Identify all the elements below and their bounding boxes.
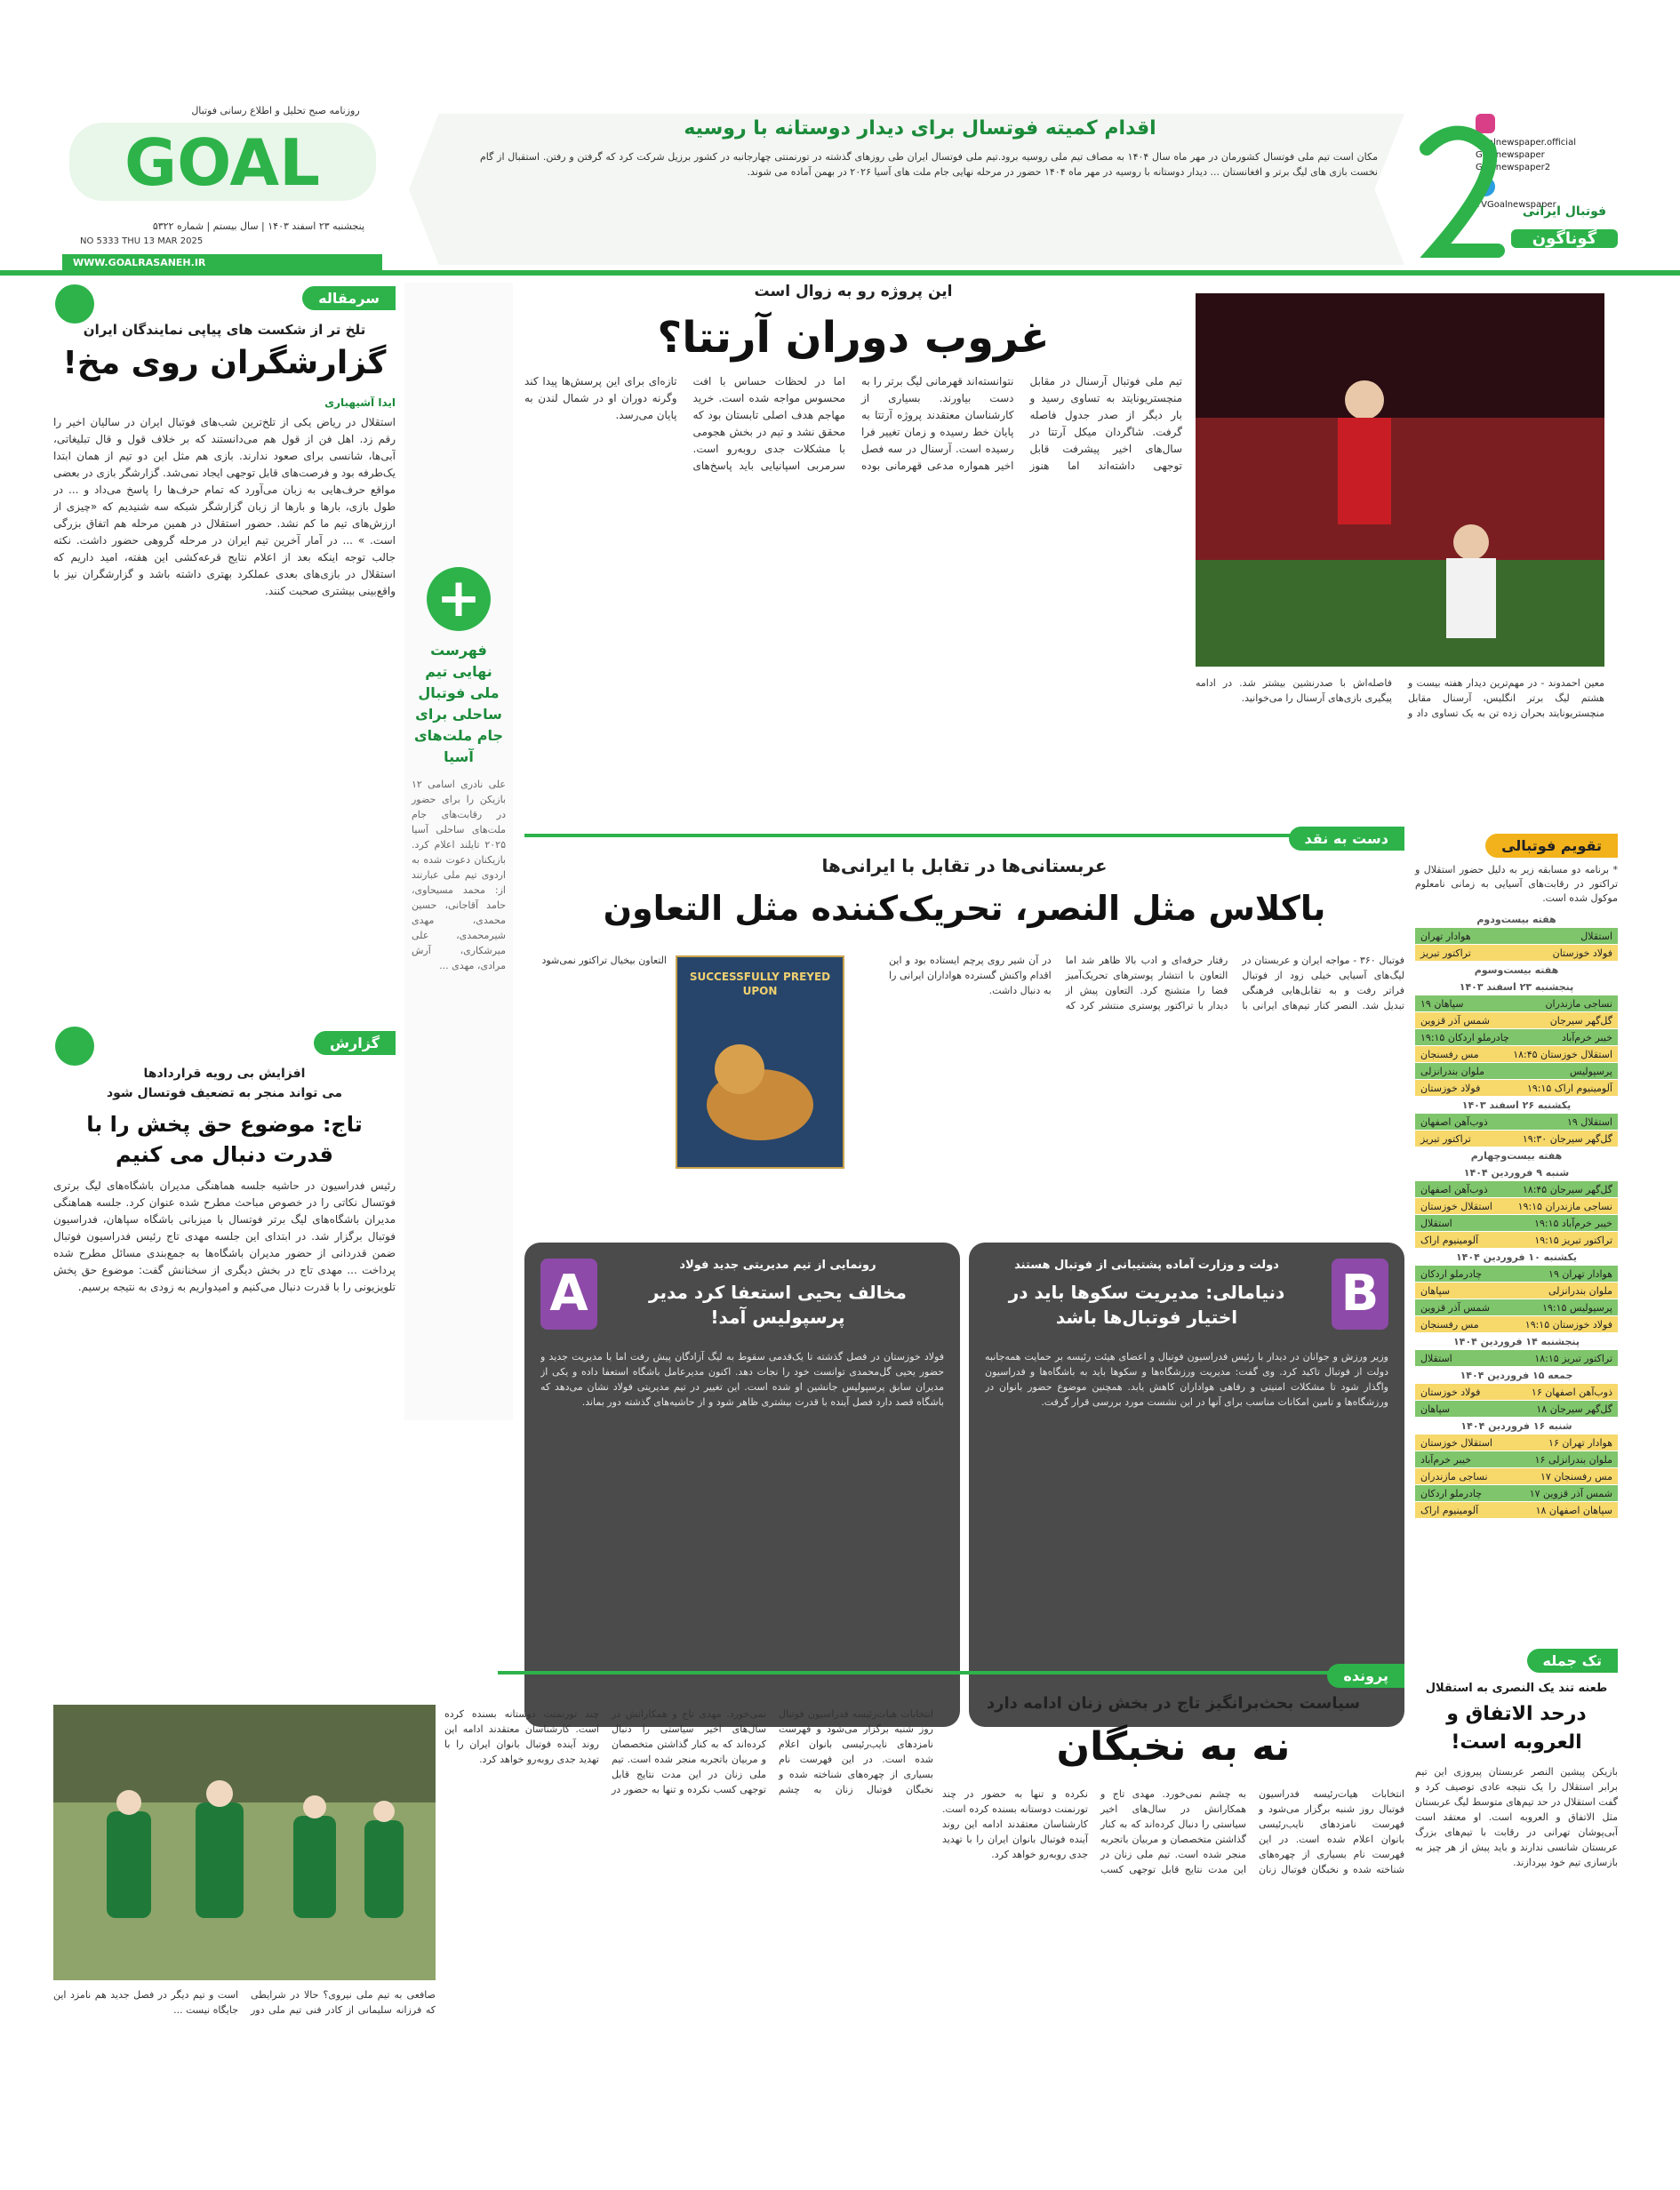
home-team: مس رفسنجان ۱۷	[1540, 1470, 1612, 1483]
plus-icon: +	[427, 567, 491, 631]
away-team: استقلال خوزستان	[1420, 1200, 1492, 1212]
calendar-day-header: یکشنبه ۲۶ اسفند ۱۴۰۳	[1415, 1097, 1618, 1114]
home-team: تراکتور تبریز ۱۹:۱۵	[1534, 1234, 1612, 1246]
masthead	[0, 0, 1680, 276]
editorial-author: ایدا آشیهباری	[324, 396, 396, 409]
social-handle[interactable]: Goalnewspaper2	[1476, 163, 1551, 172]
editorial-kicker: تلخ تر از شکست های پیاپی نمایندگان ایران	[83, 322, 366, 338]
home-team: سپاهان اصفهان ۱۸	[1535, 1504, 1612, 1516]
home-team: هوادار تهران ۱۶	[1548, 1436, 1612, 1449]
hero-body: تیم ملی فوتبال آرسنال در مقابل منچستریونایتد به تساوی رسید و بار دیگر از صدر جدول فاصله گرفت. شاگردان میکل آرتتا در سال‌های اخیر پیشرفت قابل توجهی داشته‌اند اما هنوز نتوانسته‌اند قهرمانی لیگ برتر را به دست بیاورند. بسیاری از کارشناسان معتقدند پروژه آرتتا به پایان خط رسیده و زمان تغییر فرا رسیده است. آرسنال در سه فصل اخیر همواره مدعی قهرمانی بوده اما در لحظات حساس با افت محسوس مواجه شده است. خرید مهاجم هدف اصلی تابستان بود که محقق نشد و تیم در بخش هجومی با مشکلات جدی روبه‌رو است. سرمربی اسپانیایی باید پاسخ‌های تازه‌ای برای این پرسش‌ها پیدا کند وگرنه دوران او در شمال لندن به پایان می‌رسد.	[524, 375, 1182, 472]
single-sentence-section: تک جمله	[1527, 1649, 1618, 1673]
calendar-match-row[interactable]	[1415, 928, 1618, 945]
calendar-day-header: شنبه ۱۶ فروردین ۱۴۰۴	[1415, 1418, 1618, 1435]
badge-b: B	[1332, 1259, 1388, 1330]
criticism-kicker: عربستانی‌ها در تقابل با ایرانی‌ها	[821, 855, 1108, 876]
criticism-poster[interactable]	[676, 955, 844, 1169]
calendar-day-header: هفته بیست‌وسوم	[1415, 962, 1618, 979]
dossier-body-right: انتخابات هیات‌رئیسه فدراسیون فوتبال روز شنبه برگزار می‌شود و فهرست نامزدهای نایب‌رئیسی بانوان اعلام شده است. در این فهرست نام بسیاری از چهره‌های شناخته شده و نخبگان فوتبال زنان به چشم نمی‌خورد. مهدی تاج و همکارانش در سال‌های اخیر سیاستی را دنبال کرده‌اند که به کنار گذاشتن متخصصان و مربیان باتجربه منجر شده است. تیم ملی زنان در این مدت نتایج قابل توجهی کسب نکرده و تنها به حضور در چند تورنمنت دوستانه بسنده کرده است. کارشناسان معتقدند ادامه این روند آینده فوتبال بانوان ایران را با تهدید جدی روبه‌رو خواهد کرد.	[942, 1788, 1404, 1875]
away-team: خیبر خرم‌آباد	[1420, 1453, 1472, 1466]
single-sentence-title[interactable]: درحد الاتفاق و العروبه است!	[1446, 1703, 1587, 1754]
calendar	[1415, 834, 1618, 1634]
away-team: چادرملو اردکان	[1420, 1487, 1483, 1499]
website[interactable]: WWW.GOALRASANEH.IR	[62, 254, 382, 272]
dossier-title[interactable]: نه به نخبگان	[1056, 1724, 1291, 1770]
away-team: ذوب‌آهن اصفهان	[1420, 1183, 1488, 1195]
report-icon	[55, 1027, 94, 1066]
home-team: ذوب‌آهن اصفهان ۱۶	[1531, 1386, 1612, 1398]
goal-logo-text: GOAL	[124, 125, 320, 200]
calendar-match-row[interactable]	[1415, 1299, 1618, 1316]
hero-photo[interactable]	[1196, 293, 1604, 667]
home-team: پرسپولیس ۱۹:۱۵	[1542, 1301, 1612, 1314]
calendar-day-header: پنجشنبه ۱۴ فروردین ۱۴۰۴	[1415, 1333, 1618, 1350]
home-team: خیبر خرم‌آباد	[1561, 1031, 1612, 1043]
calendar-match-row[interactable]	[1415, 1131, 1618, 1147]
home-team: استقلال خوزستان ۱۸:۴۵	[1513, 1048, 1612, 1060]
single-sentence-body: بازیکن پیشین النصر عربستان پیروزی این تیم برابر استقلال را یک نتیجه عادی توصیف کرد و گفت استقلال در حد تیم‌های متوسط لیگ عربستان مثل الاتفاق و العروبه است. او معتقد است آبی‌پوشان تهرانی در رقابت با تیم‌های بزرگ عربستان شانسی ندارند و باید پیش از هر چیز به بازسازی تیم خود بپردازند.	[1415, 1766, 1618, 1868]
criticism-title[interactable]: باکلاس مثل النصر، تحریک‌کننده مثل التعاون	[603, 889, 1326, 928]
home-team: تراکتور تبریز ۱۸:۱۵	[1534, 1352, 1612, 1364]
criticism-col-left	[524, 953, 667, 1228]
side-promo-title[interactable]: فهرست نهایی تیم ملی فوتبال ساحلی برای جام ملت‌های آسیا	[414, 642, 503, 765]
report-kicker2: می تواند منجر به تضعیف فوتسال شود	[106, 1086, 343, 1100]
calendar-day-header: هفته بیست‌ودوم	[1415, 911, 1618, 928]
criticism-body: فوتبال ۳۶۰ - مواجه ایران و عربستان در لیگ‌های آسیایی خیلی زود از فوتبال فراتر رفت و به تقابل‌هایی فرهنگی تبدیل شد. النصر کنار تیم‌های ایرانی با رفتار حرفه‌ای و ادب بالا ظاهر شد اما التعاون با انتشار پوسترهای تحریک‌آمیز فضا را متشنج کرد. التعاون پیش از دیدار با تراکتور پوستری منتشر کرد که در آن شیر روی پرچم ایستاده بود و این اقدام واکنش گسترده هواداران ایرانی را به دنبال داشت.	[889, 955, 1404, 1011]
date-line: پنجشنبه ۲۳ اسفند ۱۴۰۳ | سال بیستم | شماره ۵۳۲۲	[152, 220, 364, 232]
away-team: فولاد خوزستان	[1420, 1082, 1481, 1094]
away-team: مس رفسنجان	[1420, 1048, 1479, 1060]
home-team: گل‌گهر سیرجان ۱۸	[1536, 1403, 1612, 1415]
calendar-match-row[interactable]	[1415, 1283, 1618, 1299]
away-team: سپاهان	[1420, 1403, 1451, 1415]
hero-title[interactable]: غروب دوران آرتتا؟	[657, 313, 1050, 363]
report-body: رئیس فدراسیون در حاشیه جلسه هماهنگی مدیران باشگاه‌های لیگ برتری فوتسال نکاتی را در خصوص مباحث مطرح شده عنوان کرد. جلسه هماهنگی مدیران باشگاه‌های لیگ برتر فوتسال با میزبانی باشگاه سپاهان، فدراسیون فوتبال برگزار شد. در ابتدای این جلسه مهدی تاج رئیس فدراسیون فوتبال ضمن قدردانی از حضور مدیران باشگاه‌ها به جمع‌بندی مسائل مطرح شده پرداخت ... مهدی تاج در بخش دیگری از سخنانش گفت: موضوع حق پخش تلویزیونی را با قدرت دنبال می‌کنیم و امیدواریم به زودی به نتیجه برسیم.	[53, 1179, 396, 1293]
editorial-title[interactable]: گزارشگران روی مخ!	[62, 345, 387, 381]
badge-a: A	[540, 1259, 597, 1330]
home-team: ملوان بندرانزلی	[1548, 1284, 1612, 1297]
away-team: ذوب‌آهن اصفهان	[1420, 1115, 1488, 1128]
social-handle[interactable]: Goalnewspaper.official	[1476, 138, 1576, 148]
away-team: فولاد خوزستان	[1420, 1386, 1481, 1398]
social-handle[interactable]: Goalnewspaper	[1476, 150, 1545, 160]
home-team: ملوان بندرانزلی ۱۶	[1534, 1453, 1612, 1466]
gonagon-accent	[1636, 114, 1667, 265]
pen-icon	[55, 284, 94, 324]
criticism-subhead: التعاون بیخیال تراکتور نمی‌شود	[541, 955, 667, 966]
tagline: روزنامه صبح تحلیل و اطلاع رسانی فوتبال	[191, 105, 360, 116]
calendar-match-row[interactable]	[1415, 1316, 1618, 1333]
dossier-section: پرونده	[1191, 1664, 1404, 1688]
away-team: شمس آذر قزوین	[1420, 1014, 1490, 1027]
calendar-match-row[interactable]	[1415, 995, 1618, 1012]
away-team: چادرملو اردکان ۱۹:۱۵	[1420, 1031, 1509, 1043]
sister-paper: فوتبال ایرانی	[1522, 204, 1607, 219]
home-team: پرسپولیس	[1569, 1065, 1612, 1077]
away-team: چادرملو اردکان	[1420, 1267, 1483, 1280]
sister-name: گوناگون	[1511, 229, 1618, 248]
away-team: نساجی مازندران	[1420, 1470, 1488, 1483]
box-a-body: فولاد خوزستان در فصل گذشته تا یک‌قدمی سقوط به لیگ آزادگان پیش رفت اما با مدیریت جدید و حضور یحیی گل‌محمدی توانست خود را نجات دهد. اکنون مدیرعامل باشگاه استعفا داده و یکی از مدیران سابق پرسپولیس جانشین او شده است. این تغییر در تیم مدیریتی فولاد نشان می‌دهد که باشگاه قصد دارد فصل آینده با قدرت بیشتری ظاهر شود و از حاشیه‌های گذشته دور بماند.	[540, 1351, 944, 1408]
calendar-match-row[interactable]	[1415, 1485, 1618, 1502]
home-team: آلومینیوم اراک ۱۹:۱۵	[1526, 1082, 1612, 1094]
calendar-match-row[interactable]	[1415, 1198, 1618, 1215]
away-team: استقلال	[1420, 1352, 1452, 1364]
away-team: هوادار تهران	[1420, 930, 1471, 942]
single-sentence	[1415, 1649, 1618, 2146]
calendar-match-row[interactable]	[1415, 1435, 1618, 1451]
calendar-match-row[interactable]	[1415, 1232, 1618, 1249]
home-team: فولاد خوزستان ۱۹:۱۵	[1524, 1318, 1612, 1331]
criticism-section: دست به نقد	[1191, 827, 1404, 851]
calendar-match-row[interactable]	[1415, 945, 1618, 962]
box-b-kicker: دولت و وزارت آماده پشتیبانی از فوتبال هستند	[1014, 1259, 1279, 1272]
poster-text: SUCCESSFULLY PREYED UPON	[689, 971, 831, 997]
home-team: شمس آذر قزوین ۱۷	[1529, 1487, 1612, 1499]
calendar-match-row[interactable]	[1415, 1012, 1618, 1029]
calendar-match-row[interactable]	[1415, 1181, 1618, 1198]
calendar-day-header: هفته بیست‌وچهارم	[1415, 1147, 1618, 1164]
home-team: استقلال ۱۹	[1566, 1115, 1612, 1128]
calendar-list	[1415, 911, 1618, 1519]
calendar-match-row[interactable]	[1415, 1451, 1618, 1468]
side-promo	[404, 283, 513, 1420]
away-team: مس رفسنجان	[1420, 1318, 1479, 1331]
dossier-body-left: انتخابات هیات‌رئیسه فدراسیون فوتبال روز شنبه برگزار می‌شود و فهرست نامزدهای نایب‌رئیسی بانوان اعلام شده است. در این فهرست نام بسیاری از چهره‌های شناخته شده و نخبگان فوتبال زنان به چشم نمی‌خورد. مهدی تاج و همکارانش در سال‌های اخیر سیاستی را دنبال کرده‌اند که به کنار گذاشتن متخصصان و مربیان باتجربه منجر شده است. تیم ملی زنان در این مدت نتایج قابل توجهی کسب نکرده و تنها به حضور در چند تورنمنت دوستانه بسنده کرده است. کارشناسان معتقدند ادامه این روند آینده فوتبال بانوان ایران را با تهدید جدی روبه‌رو خواهد کرد.	[444, 1708, 933, 1795]
home-team: گل‌گهر سیرجان ۱۸:۴۵	[1522, 1183, 1612, 1195]
away-team: تراکتور تبریز	[1420, 947, 1471, 959]
calendar-day-header: شنبه ۹ فروردین ۱۴۰۴	[1415, 1164, 1618, 1181]
side-promo-body: علی نادری اسامی ۱۲ بازیکن را برای حضور در رقابت‌های جام ملت‌های ساحلی آسیا ۲۰۲۵ تایلند اعلام کرد. بازیکنان دعوت شده به اردوی تیم ملی عبارتند از: محمد مسیحاوی، حامد آقاجانی، حسین محمدی، مهدی شیرمحمدی، علی میرشکاری، آرش مرادی، مهدی ...	[412, 779, 506, 971]
box-a-kicker: رونمایی از تیم مدیریتی جدید فولاد	[679, 1259, 876, 1272]
box-a	[524, 1243, 960, 1727]
box-a-title[interactable]: مخالف یحیی استعفا کرد مدیر پرسپولیس آمد!	[649, 1282, 907, 1328]
single-sentence-kicker: طعنه تند یک النصری به استقلال	[1425, 1682, 1608, 1695]
calendar-match-row[interactable]	[1415, 1029, 1618, 1046]
calendar-match-row[interactable]	[1415, 1502, 1618, 1519]
home-team: گل‌گهر سیرجان	[1549, 1014, 1612, 1027]
calendar-match-row[interactable]	[1415, 1080, 1618, 1097]
calendar-title: تقویم فوتبالی	[1485, 834, 1618, 858]
dossier-kicker: سیاست بحث‌برانگیز تاج در بخش زنان ادامه دارد	[986, 1694, 1361, 1713]
calendar-day-header: پنجشنبه ۲۳ اسفند ۱۴۰۳	[1415, 979, 1618, 995]
box-b	[969, 1243, 1404, 1727]
away-team: استقلال	[1420, 1217, 1452, 1229]
away-team: سپاهان ۱۹	[1420, 997, 1464, 1010]
calendar-intro: * برنامه دو مسابقه زیر به دلیل حضور استقلال و تراکتور در رقابت‌های آسیایی به زمانی نامعلوم موکول شده است.	[1415, 864, 1618, 904]
calendar-match-row[interactable]	[1415, 1215, 1618, 1232]
away-team: سپاهان	[1420, 1284, 1451, 1297]
home-team: نساجی مازندران	[1545, 997, 1612, 1010]
gonagon-logo[interactable]	[1409, 117, 1507, 268]
women-team-photo[interactable]	[53, 1705, 436, 1980]
hero-kicker: این پروژه رو به زوال است	[754, 283, 953, 300]
calendar-match-row[interactable]	[1415, 1046, 1618, 1063]
editorial-section: سرمقاله	[89, 286, 396, 311]
calendar-match-row[interactable]	[1415, 1114, 1618, 1131]
home-team: هوادار تهران ۱۹	[1548, 1267, 1612, 1280]
away-team: شمس آذر قزوین	[1420, 1301, 1490, 1314]
calendar-day-header: جمعه ۱۵ فروردین ۱۴۰۴	[1415, 1367, 1618, 1384]
calendar-match-row[interactable]	[1415, 1266, 1618, 1283]
away-team: ملوان بندرانزلی	[1420, 1065, 1485, 1077]
home-team: خیبر خرم‌آباد ۱۹:۱۵	[1534, 1217, 1612, 1229]
away-team: آلومینیوم اراک	[1420, 1234, 1479, 1246]
social-handle[interactable]: TVGoalnewspaper	[1476, 200, 1556, 210]
away-team: تراکتور تبریز	[1420, 1132, 1471, 1145]
home-team: فولاد خوزستان	[1552, 947, 1612, 959]
calendar-match-row[interactable]	[1415, 1350, 1618, 1367]
editorial-body: استقلال در ریاض یکی از تلخ‌ترین شب‌های فوتبال ایران در سالیان اخیر را رقم زد. اهل فن از قول هم می‌دانستند که بر خلاف قول و قال تبلیغاتی، آبی‌ها، شانسی برای صعود ندارند. بازی هم مثل این دو تیم از همان ابتدا یک‌طرفه بود و فرصت‌های قابل توجهی ایجاد نمی‌شد. گزارشگر بازی در بعضی مواقع حرف‌هایی به زبان می‌آورد که تمام حرف‌ها را پاسخ می‌داد و ... در طول بازی، بارها و بارها از زبان گزارشگر شبکه سه شنیدیم که «چیزی از ارزش‌های تیم ما کم نشد. حضور استقلال در همین مرحله هم اتفاق بزرگی است. » ... در آمار آخرین تیم ایران در مرحله گروهی حضور داشت. نکته جالب توجه اینکه بعد از اعلام نتایج قرعه‌کشی این هفته، امید داریم که استقلال در بازی‌های بعدی عملکرد بهتری داشته باشد و گزارشگران نیز با واقع‌بینی بیشتری صحبت کنند.	[53, 416, 396, 597]
away-team: آلومینیوم اراک	[1420, 1504, 1479, 1516]
home-team: استقلال	[1580, 930, 1612, 942]
away-team: استقلال خوزستان	[1420, 1436, 1492, 1449]
calendar-day-header: یکشنبه ۱۰ فروردین ۱۴۰۴	[1415, 1249, 1618, 1266]
home-team: گل‌گهر سیرجان ۱۹:۳۰	[1522, 1132, 1612, 1145]
top-story-body: مکان است تیم ملی فوتسال کشورمان در مهر ماه سال ۱۴۰۴ به مصاف تیم ملی روسیه برود.تیم ملی فوتسال ایران طی روزهای گذشته در تورنمنتی چهارجانبه در کشور برزیل شرکت کرد که گرفتن و رفتن. استقبال از گام نخست بازی های لیگ برتر و افغانستان ... دیدار دوستانه با روسیه در مهر ماه ۱۴۰۴ حضور در مرحله نهایی جام ملت های آسیا ۲۰۲۶ در بهمن آماده می شوند.	[480, 151, 1378, 178]
home-team: نساجی مازندران ۱۹:۱۵	[1517, 1200, 1612, 1212]
top-story-title[interactable]: اقدام کمیته فوتسال برای دیدار دوستانه با روسیه	[684, 117, 1156, 140]
calendar-match-row[interactable]	[1415, 1401, 1618, 1418]
calendar-match-row[interactable]	[1415, 1468, 1618, 1485]
calendar-match-row[interactable]	[1415, 1384, 1618, 1401]
box-b-body: وزیر ورزش و جوانان در دیدار با رئیس فدراسیون فوتبال و اعضای هیئت رئیسه بر حمایت همه‌جانبه دولت از فوتبال تاکید کرد. وی گفت: مدیریت ورزشگاه‌ها و سکوها باید به باشگاه‌ها و فدراسیون واگذار شود تا مشکلات امنیتی و رفاهی هواداران کاهش یابد. همچنین موضوع حضور بانوان در ورزشگاه‌ها و تامین امکانات مناسب برای آنها در این نشست مورد بررسی قرار گرفت.	[985, 1351, 1388, 1408]
report-section: گزارش	[89, 1031, 396, 1056]
box-b-title[interactable]: دنیامالی: مدیریت سکوها باید در اختیار فوتبال‌ها باشد	[1008, 1282, 1285, 1328]
hero-photo-caption: معین احمدوند - در مهم‌ترین دیدار هفته بیست و هشتم لیگ برتر انگلیس، آرسنال مقابل منچستریونایتد بحران زده تن به یک تساوی داد و فاصله‌اش با صدرنشین بیشتر شد. در ادامه پیگیری بازی‌های آرسنال را می‌خوانید.	[1196, 677, 1604, 719]
calendar-match-row[interactable]	[1415, 1063, 1618, 1080]
report-title[interactable]: تاج: موضوع حق پخش را با قدرت دنبال می کنیم	[86, 1112, 363, 1167]
goal-logo[interactable]	[69, 107, 376, 213]
report-kicker1: افزایش بی رویه قراردادها	[143, 1067, 306, 1081]
dossier-photo-caption: صافعی به تیم ملی نیروی؟ حالا در شرایطی که فرزانه سلیمانی از کادر فنی تیم ملی دور است و تیم دیگر در فصل جدید هم نامزد این جایگاه نیست ...	[53, 1989, 436, 2016]
date-line-en: NO 5333 THU 13 MAR 2025	[80, 236, 204, 246]
